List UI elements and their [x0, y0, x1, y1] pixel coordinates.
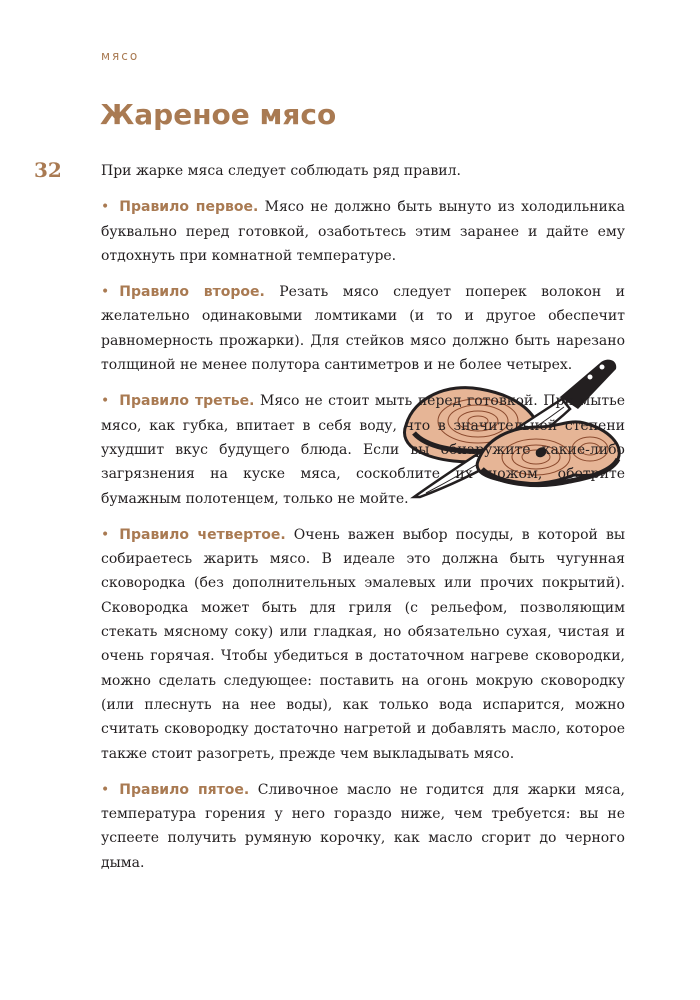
rule-name: Правило четвертое.: [119, 526, 286, 543]
bullet-icon: •: [101, 393, 110, 410]
body-text: [101, 159, 625, 887]
bullet-icon: •: [101, 781, 110, 798]
bullet-icon: •: [101, 284, 110, 301]
rule-text: Сливочное масло не годится для жарки мяса, температура горения у него гораздо ниже, чем требуется: вы не успеете получить румяную корочку, как масло сгорит до черного дыма.: [101, 781, 625, 871]
rule-name: Правило второе.: [119, 284, 265, 301]
page-title: Жареное мясо: [100, 98, 337, 131]
section-label: мясо: [101, 49, 140, 63]
rule-paragraph: [101, 280, 625, 377]
intro-paragraph: При жарке мяса следует соблюдать ряд правил.: [101, 163, 461, 179]
bullet-icon: •: [101, 199, 110, 216]
bullet-icon: •: [101, 526, 110, 543]
page-number: 32: [34, 158, 62, 182]
rule-text: Мясо не должно быть вынуто из холодильника буквально перед готовкой, озаботьтесь этим заранее и дайте ему отдохнуть при комнатной температуре.: [101, 199, 625, 264]
rule-paragraph: [101, 195, 625, 268]
rule-text: Мясо не стоит мыть перед готовкой. При мытье мясо, как губка, впитает в себя воду, что в значительной степени ухудшит вкус будущего блюда. Если вы обнаружите какие-либо загрязнения на куске мяса, соскоблите их ножом, оботрите бумажным полотенцем, только не мойте.: [101, 393, 625, 507]
rule-name: Правило первое.: [119, 199, 259, 216]
rule-paragraph: [101, 389, 625, 510]
rule-text: Очень важен выбор посуды, в которой вы собираетесь жарить мясо. В идеале это должна быть чугунная сковородка (без дополнительных эмалевых или прочих покрытий). Сковородка может быть для гриля (с рельефом, позволяющим стекать мясному соку) или гладкая, но обязательно сухая, чистая и очень горячая. Чтобы убедиться в достаточном нагреве сковородки, можно сделать следующее: поставить на огонь мокрую сковородку (или плеснуть на нее воды), как только вода испарится, можно считать сковородку достаточно нагретой и добавлять масло, которое также стоит разогреть, прежде чем выкладывать мясо.: [101, 526, 625, 762]
rule-paragraph: [101, 778, 625, 875]
rule-paragraph: [101, 523, 625, 766]
rule-name: Правило пятое.: [119, 781, 250, 798]
rule-text: Резать мясо следует поперек волокон и желательно одинаковыми ломтиками (и то и другое обеспечит равномерность прожарки). Для стейков мясо должно быть нарезано толщиной не менее полутора сантиметров и не более четырех.: [101, 284, 625, 374]
rule-name: Правило третье.: [119, 393, 255, 410]
